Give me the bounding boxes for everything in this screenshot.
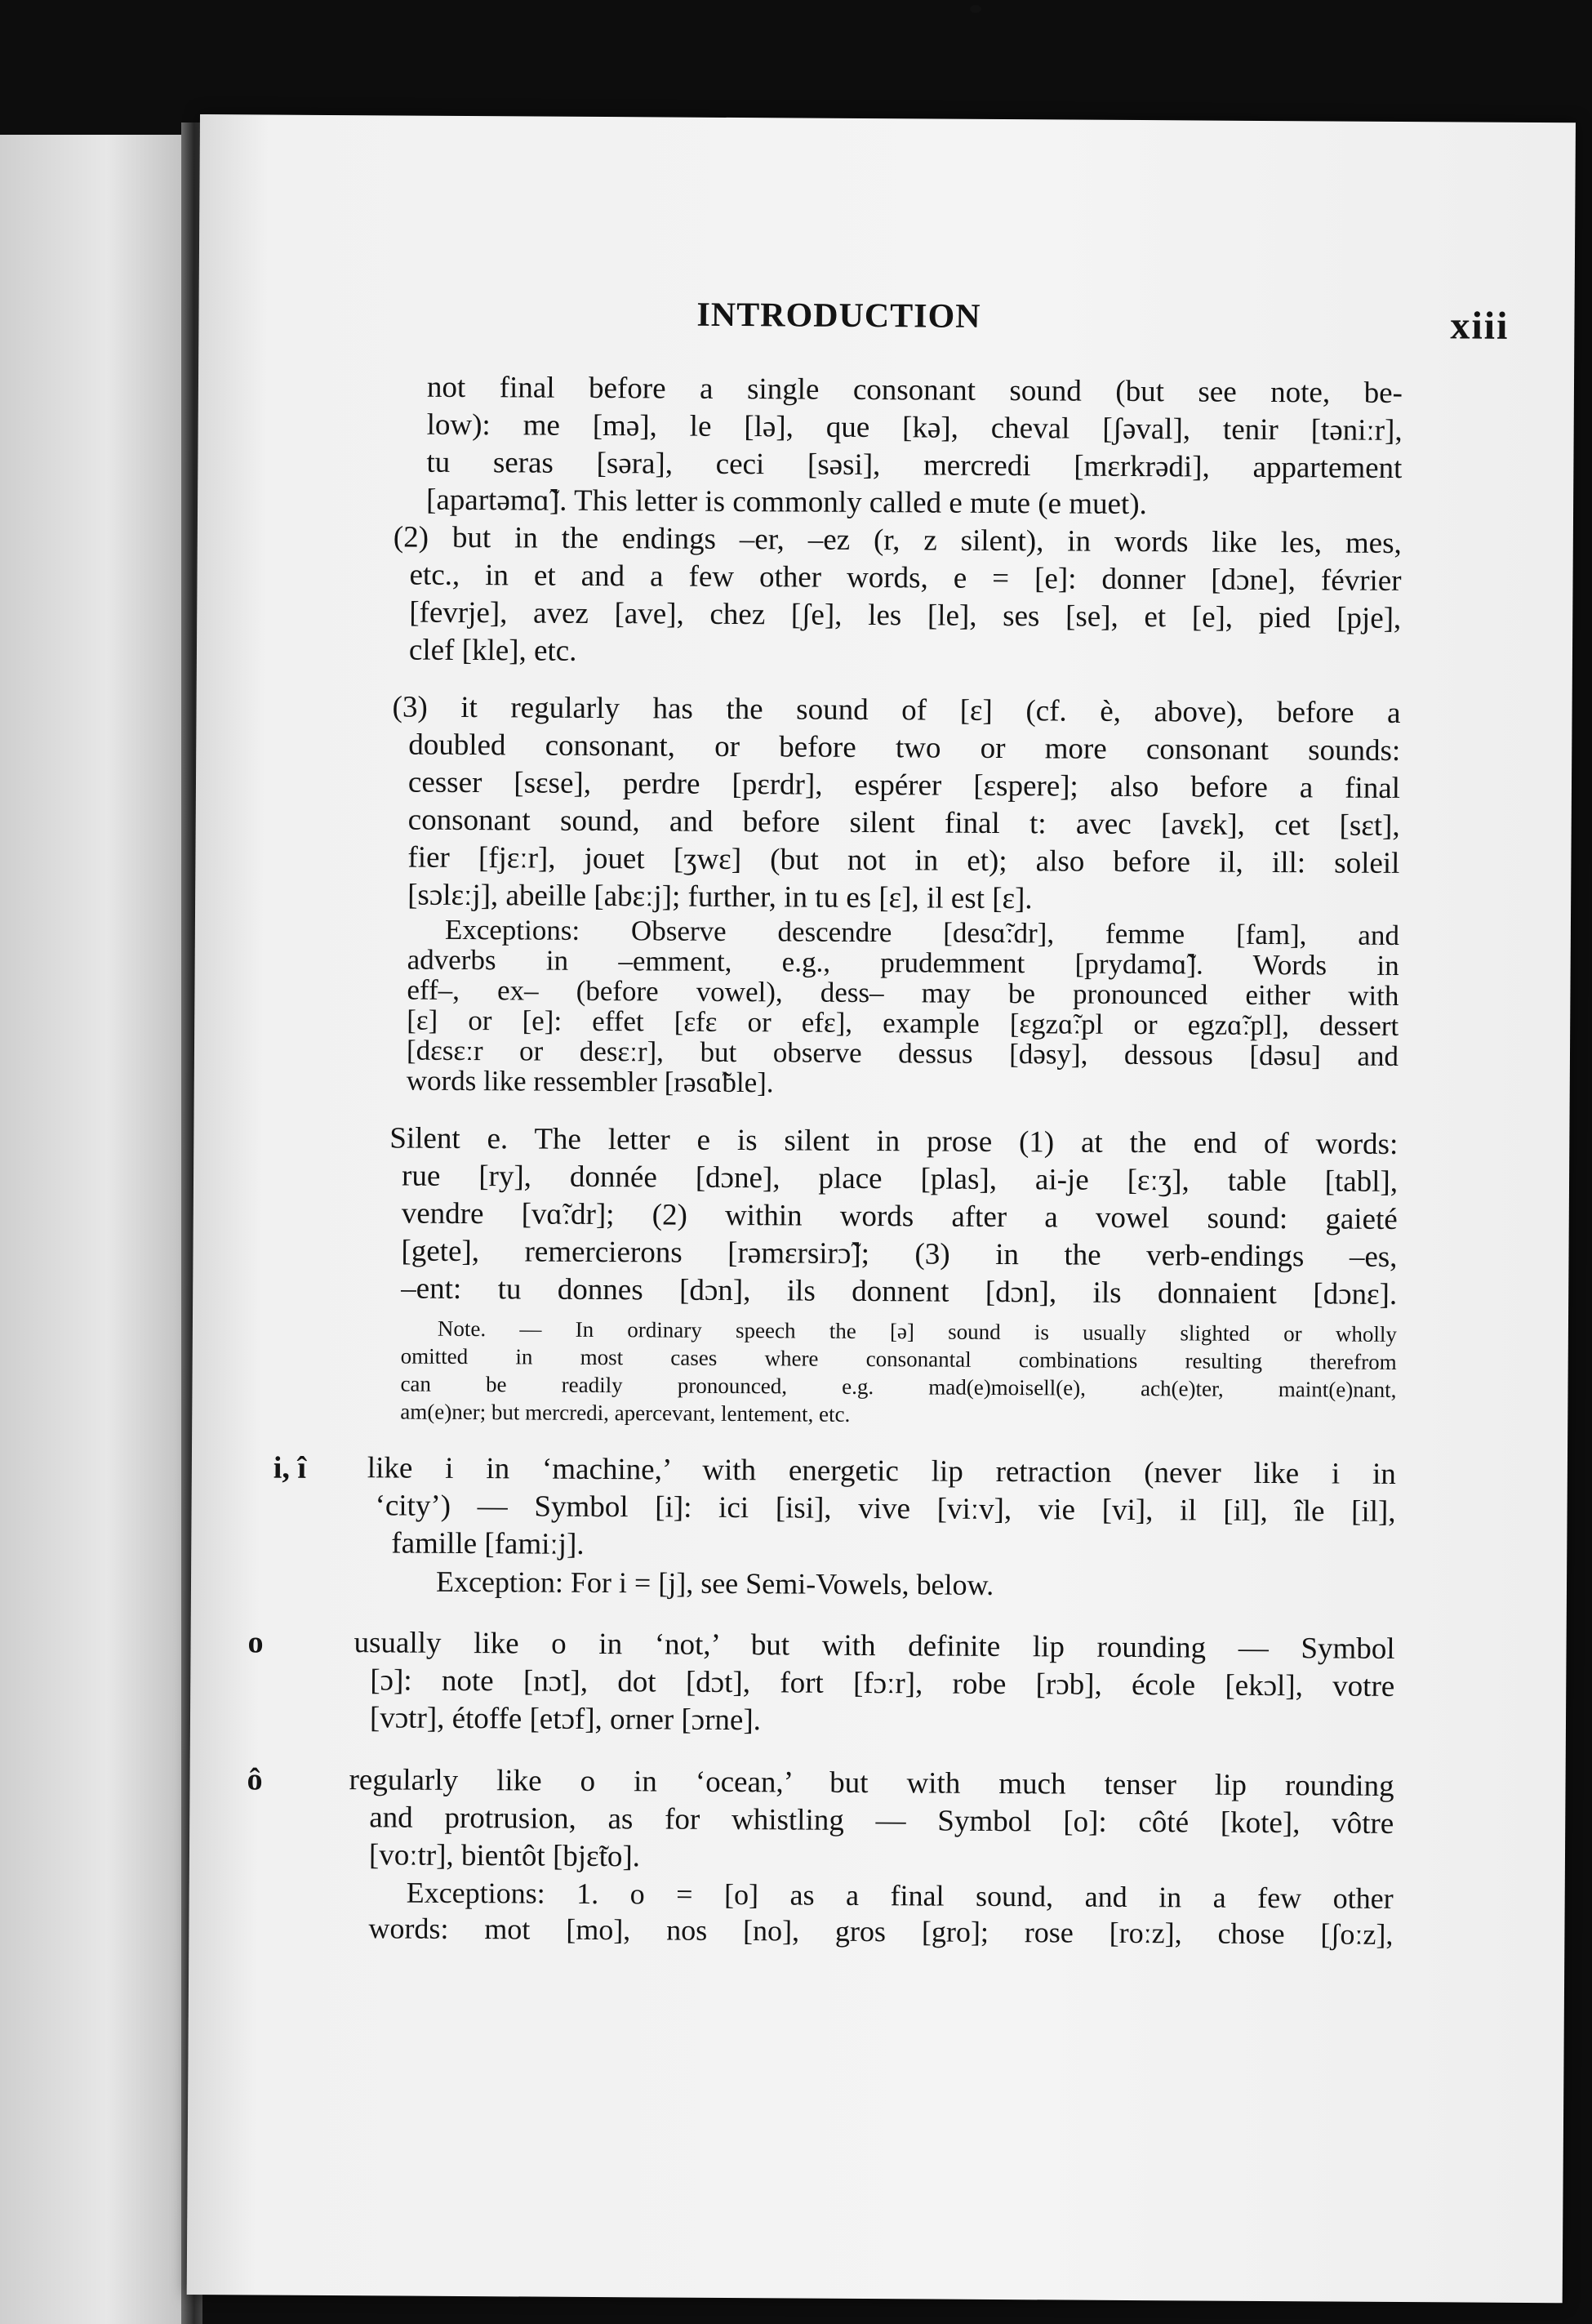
text-line: famille [famiːj]. [391,1526,585,1561]
entry-label: o [247,1625,264,1660]
text-line: –ent: tu donnes [dɔn], ils donnent [dɔn], ils donnaient [dɔnɛ]. [401,1271,1398,1311]
entry-i-exception [436,1563,1403,1606]
text-line: [voːtr], bientôt [bjɛ̃to]. [368,1838,641,1874]
entry-label: ô [247,1762,263,1797]
text-line: Exceptions: Observe descendre [desɑ̃ːdr], femme [fam], and [444,913,1400,951]
text-line: [fevrje], avez [ave], chez [ʃe], les [le], ses [se], et [e], pied [pje], [409,595,1402,635]
rule-point-2 [394,519,1402,563]
text-line: and protrusion, as for whistling — Symbol [o]: côté [kote], vôtre [369,1801,1394,1841]
entry-o-circumflex-exceptions [368,1874,1394,1952]
text-line: [dɛsɛːr or desɛːr], but observe dessus [dəsy], dessous [dəsu] and [406,1034,1399,1072]
text-line: Silent e. The letter e is silent in prose (1) at the end of words: [389,1121,1399,1161]
text-line: Note. — In ordinary speech the [ə] sound is usually slighted or wholly [437,1316,1397,1347]
text-line: clef [kle], etc. [408,633,577,668]
scan-speck [970,5,981,13]
text-line: regularly like o in ‘ocean,’ but with much tenser lip rounding [349,1763,1394,1803]
text-line: adverbs in –emment, e.g., prudemment [prydamɑ̃]. Words in [407,943,1399,982]
text-line: like i in ‘machine,’ with energetic lip retraction (never like i in [367,1451,1396,1491]
text-line: am(e)ner; but mercredi, apercevant, lentement, etc. [400,1399,851,1427]
exceptions-paragraph [407,915,1399,1102]
text-line: low): me [mə], le [lə], que [kə], cheval [ʃəval], tenir [təniːr], [426,407,1403,448]
rule-point-2-cont [409,557,1402,675]
entry-body [349,1761,1394,1881]
text-line: [ɔ]: note [nɔt], dot [dɔt], fort [fɔːr], robe [rɔb], école [ekɔl], votre [370,1663,1395,1703]
page-header-title: INTRODUCTION [696,296,981,336]
text-line: usually like o in ‘not,’ but with definite lip rounding — Symbol [354,1626,1395,1666]
text-line: [apartəmɑ̃]. This letter is commonly called e mute (e muet). [425,483,1147,522]
text-line: etc., in et and a few other words, e = [e]: donner [dɔne], février [409,558,1402,598]
text-line: rue [ry], donnée [dɔne], place [plas], ai-je [ɛːʒ], table [tabl], [401,1159,1399,1199]
entry-o-circumflex [189,1761,1566,1881]
text-line: [ɛ] or [e]: effet [ɛfɛ or efɛ], example [ɛgzɑ̃ːpl or egzɑ̃ːpl], dessert [407,1004,1399,1042]
page-body [189,367,1574,1953]
text-line: consonant sound, and before silent final t: avec [avɛk], cet [sɛt], [407,803,1400,843]
text-line: ‘city’) — Symbol [i]: ici [isi], vive [viːv], vie [vi], il [il], île [il], [375,1489,1396,1529]
text-line: (2) but in the endings –er, –ez (r, z silent), in words like les, mes, [393,520,1402,561]
text-line: [sɔlɛːj], abeille [abɛːj]; further, in tu es [ɛ], il est [ɛ]. [407,878,1033,916]
rule-point-3 [392,688,1400,732]
silent-e-paragraph [389,1120,1398,1164]
text-line: words like ressembler [rəsɑ̃ble]. [406,1064,774,1099]
text-line: cesser [sɛse], perdre [pɛrdr], espérer [ɛspere]; also before a final [407,765,1401,805]
text-line: eff–, ex– (before vowel), dess– may be pronounced either with [407,973,1399,1012]
text-line: tu seras [səra], ceci [səsi], mercredi [mɛrkrədi], appartement [426,445,1403,486]
text-line: Exceptions: 1. o = [o] as a final sound, and in a few other [406,1876,1394,1915]
entry-label: i, î [273,1450,307,1485]
text-line: not final before a single consonant sound (but see note, be- [426,370,1403,411]
entry-body [367,1449,1396,1569]
text-line: omitted in most cases where consonantal combinations resulting therefrom [400,1343,1397,1374]
text-line: [gete], remercierons [rəmɛrsirɔ̃]; (3) in the verb-endings –es, [401,1234,1398,1274]
text-line: Exception: For i = [j], see Semi-Vowels, below. [435,1565,994,1601]
text-line: vendre [vɑ̃ːdr]; (2) within words after a vowel sound: gaieté [401,1196,1398,1236]
text-line: (3) it regularly has the sound of [ɛ] (cf. è, above), before a [392,690,1401,730]
text-line: [vɔtr], étoffe [etɔf], orner [ɔrne]. [369,1701,762,1738]
page-number: xiii [1450,304,1510,348]
e-mute-paragraph [426,369,1403,525]
note-paragraph [400,1315,1397,1431]
entry-i [191,1449,1568,1569]
text-line: can be readily pronounced, e.g. mad(e)moisell(e), ach(e)ter, maint(e)nant, [400,1371,1397,1402]
running-head [198,292,1574,349]
left-page-edge [0,135,194,2324]
rule-point-3-cont [407,727,1400,920]
text-line: fier [fjɛːr], jouet [ʒwɛ] (but not in et); also before il, ill: soleil [407,840,1400,880]
entry-o [190,1623,1567,1744]
text-line: words: mot [mo], nos [no], gros [gro]; rose [roːz], chose [ʃoːz], [368,1912,1394,1951]
silent-e-paragraph-cont [401,1158,1398,1314]
text-line: doubled consonant, or before two or more consonant sounds: [408,728,1401,768]
entry-body [354,1624,1395,1743]
book-page [187,114,1576,2303]
